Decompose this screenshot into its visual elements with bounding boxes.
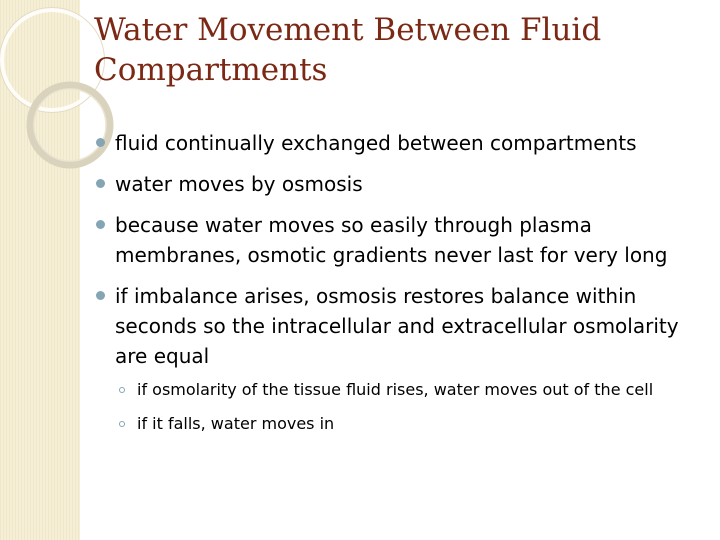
slide-content xyxy=(94,128,704,447)
bullet-item xyxy=(94,210,704,270)
decorative-ring-large xyxy=(2,10,102,110)
bullet-text: water moves by osmosis xyxy=(115,172,363,196)
bullet-text: fluid continually exchanged between compartments xyxy=(115,131,637,155)
bullet-text: because water moves so easily through plasma membranes, osmotic gradients never last for very long xyxy=(115,213,668,267)
sub-bullet-item xyxy=(115,412,704,436)
bullet-ring-icon xyxy=(119,387,125,393)
sub-bullet-text: if osmolarity of the tissue fluid rises, water moves out of the cell xyxy=(137,380,654,399)
bullet-text: if imbalance arises, osmosis restores balance within seconds so the intracellular and extracellular osmolarity are equal xyxy=(115,284,679,368)
bullet-dot-icon xyxy=(96,138,105,147)
bullet-item xyxy=(94,128,704,158)
sub-bullet-item xyxy=(115,378,704,402)
bullet-ring-icon xyxy=(119,421,125,427)
slide-title: Water Movement Between Fluid Compartments xyxy=(94,12,602,88)
sub-bullet-list xyxy=(115,378,704,436)
bullet-dot-icon xyxy=(96,179,105,188)
sub-bullet-text: if it falls, water moves in xyxy=(137,414,335,433)
bullet-item xyxy=(94,281,704,436)
bullet-list xyxy=(94,128,704,436)
bullet-dot-icon xyxy=(96,220,105,229)
bullet-dot-icon xyxy=(96,291,105,300)
bullet-item xyxy=(94,169,704,199)
